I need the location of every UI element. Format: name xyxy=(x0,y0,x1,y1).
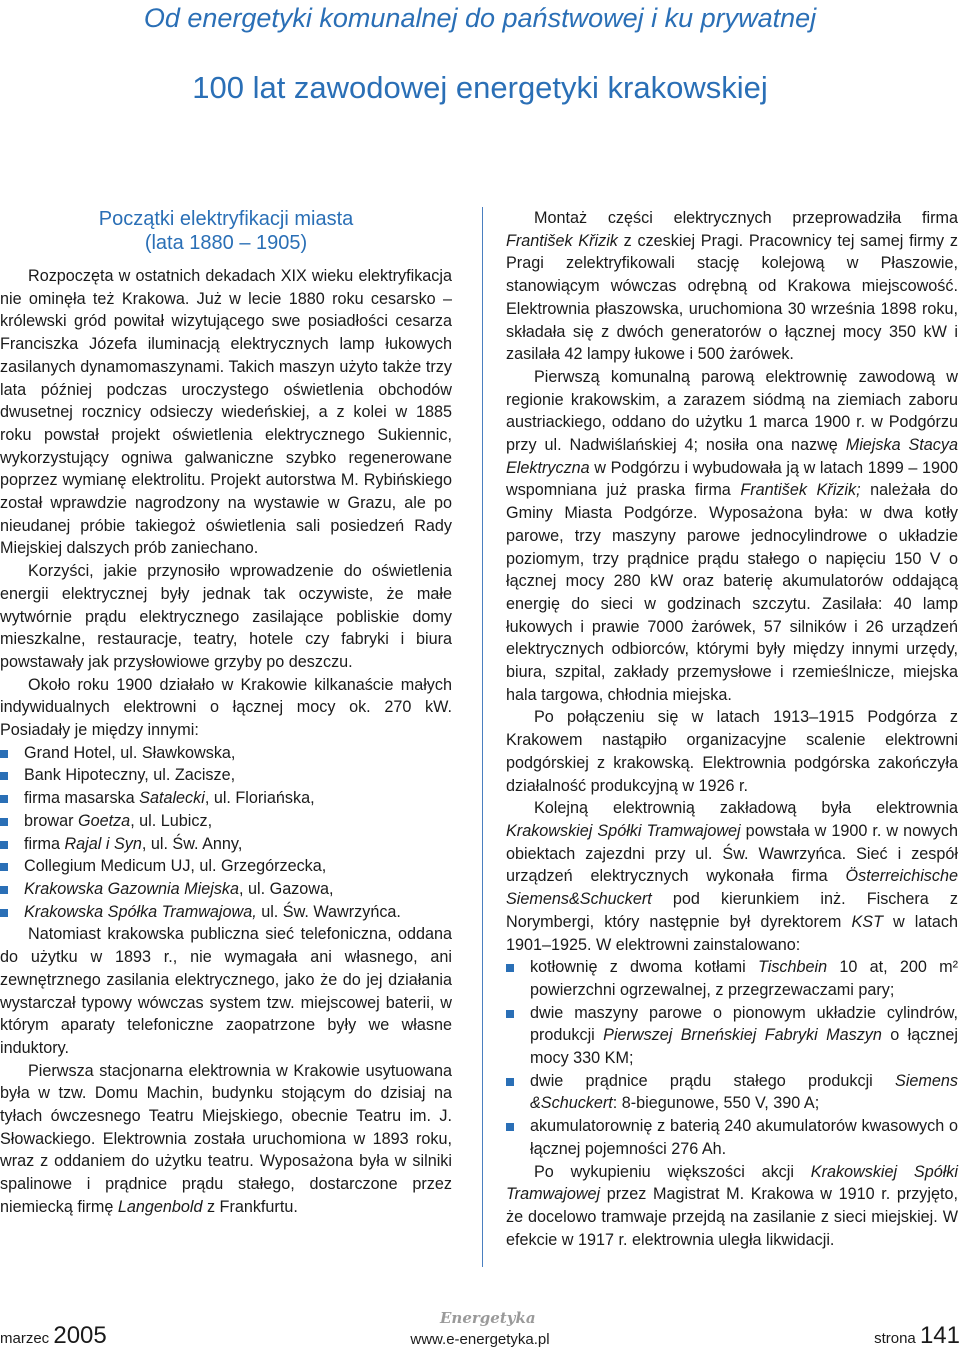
paragraph: Natomiast krakowska publiczna sieć telefoniczna, oddana do użytku w 1893 r., nie wymagała ani własnego, ani zewnętrznego zasilania elektrycznego, jako że do jej działania wystarczał typowy wówczas system tzw. miejscowej baterii, w którym aparaty telefoniczne zaopatrzone były we własne induktory. xyxy=(0,925,452,1057)
footer-url[interactable]: www.e-energetyka.pl xyxy=(410,1331,550,1348)
owners-list xyxy=(0,742,452,924)
section-title xyxy=(0,207,452,255)
list-item: dwie maszyny parowe o pionowym układzie cylindrów, produkcji Pierwszej Brneńskiej Fabryki Maszyn o łącznej mocy 330 KM; xyxy=(506,1002,958,1070)
bullet-icon xyxy=(0,909,8,917)
list-item: Krakowska Gazownia Miejska, ul. Gazowa, xyxy=(0,878,452,901)
bullet-icon xyxy=(506,1078,514,1086)
list-item: firma Rajal i Syn, ul. Św. Anny, xyxy=(0,833,452,856)
list-item: kotłownię z dwoma kotłami Tischbein 10 at, 200 m² powierzchni ogrzewalnej, z przegrzewaczami pary; xyxy=(506,956,958,1001)
list-item: Krakowska Spółka Tramwajowa, ul. Św. Wawrzyńca. xyxy=(0,901,452,924)
list-item: Bank Hipoteczny, ul. Zacisze, xyxy=(0,764,452,787)
paragraph: Montaż części elektrycznych przeprowadziła firma František Křizik z czeskiej Pragi. Pracownicy tej samej firmy z Pragi zelektryfikowali stację kolejową w Płaszowie, stanowiącym wówczas odrębną od Krakowa miejscowość. Elektrownia płaszowska, uruchomiona 30 września 1898 roku, składała się z dwóch generatorów o łącznej mocy 350 kW i zasilała 42 lampy łukowe i 500 żarówek. xyxy=(506,209,958,364)
paragraph: Kolejną elektrownią zakładową była elektrownia Krakowskiej Spółki Tramwajowej powstała w 1900 r. w nowych obiektach zajezdni przy ul. Św. Wawrzyńca. Sieć i zespół urządzeń elektrycznych wykonała firma Österreichische Siemens&Schuckert pod kierunkiem inż. Fischera z Norymbergi, który następnie był dyrektorem KST w latach 1901–1925. W elektrowni zainstalowano: xyxy=(506,799,958,954)
bullet-icon xyxy=(0,772,8,780)
bullet-icon xyxy=(0,886,8,894)
page-number: 141 xyxy=(919,1322,960,1349)
list-item: dwie prądnice prądu stałego produkcji Siemens &Schuckert: 8-biegunowe, 550 V, 390 A; xyxy=(506,1070,958,1115)
bullet-icon xyxy=(0,750,8,758)
installations-list xyxy=(506,956,958,1160)
bullet-icon xyxy=(0,795,8,803)
paragraph: Około roku 1900 działało w Krakowie kilkanaście małych indywidualnych elektrowni o łącznej mocy ok. 270 kW. Posiadały je między innymi: xyxy=(0,675,452,740)
bullet-icon xyxy=(506,1010,514,1018)
header-subtitle: 100 lat zawodowej energetyki krakowskiej xyxy=(192,70,768,105)
bullet-icon xyxy=(0,818,8,826)
paragraph: Pierwsza stacjonarna elektrownia w Krakowie usytuowana była w tzw. Domu Machin, budynku stojącym do dzisiaj na tyłach ówczesnego Teatru Miejskiego, obecnie Teatru im. J. Słowackiego. Elektrownia została uruchomiona w 1893 roku, wraz z oddaniem do użytku teatru. Wyposażona była w silniki spalinowe i prądnice prądu stałego, dostarczone przez niemiecką firmę Langenbold z Frankfurtu. xyxy=(0,1061,452,1216)
right-column xyxy=(506,207,958,1251)
footer-year: 2005 xyxy=(53,1322,107,1349)
section-title-line1: Początki elektryfikacji miasta xyxy=(98,208,354,230)
bullet-icon xyxy=(506,1123,514,1131)
energetyka-logo xyxy=(440,1306,536,1330)
paragraph: Korzyści, jakie przynosiło wprowadzenie do oświetlenia energii elektrycznej były jednak tak oczywiste, że małe wytwórnie prądu elektrycznego zasilające pobliskie domy mieszkalne, restauracje, teatry, hotele czy fabryki i biura powstawały jak przysłowiowe grzyby po deszczu. xyxy=(0,562,452,671)
list-item: Grand Hotel, ul. Sławkowska, xyxy=(0,742,452,765)
list-item: browar Goetza, ul. Lubicz, xyxy=(0,810,452,833)
left-column xyxy=(0,207,452,1219)
bullet-icon xyxy=(0,863,8,871)
section-title-line2: (lata 1880 – 1905) xyxy=(144,232,308,254)
list-item: firma masarska Satalecki, ul. Floriańska, xyxy=(0,787,452,810)
bullet-icon xyxy=(0,841,8,849)
paragraph: Rozpoczęta w ostatnich dekadach XIX wieku elektryfikacja nie ominęła też Krakowa. Już w lecie 1880 roku cesarsko – królewski gród powitał wizytującego swe posiadłości cesarza Franciszka Józefa iluminacją elektrycznych lamp łukowych zasilanych dynamomaszynami. Takich maszyn użyto także trzy lata później podczas uroczystego oświetlenia obchodów dwusetnej rocznicy odsieczy wiedeńskiej, a z kolei w 1885 roku powstał projekt oświetlenia elektrycznego Sukiennic, wykorzystujący ogniwa galwaniczne szybko regenerowane poprzez wymianę elektrolitu. Projekt autorstwa M. Rybińskiego został wprawdzie nagrodzony na wystawie w Grazu, ale po nieudanej próbie takiegoż oświetlenia sali posiedzeń Rady Miejskiej dalszych prób zaniechano. xyxy=(0,267,452,558)
footer-month: marzec xyxy=(0,1330,50,1347)
bullet-icon xyxy=(506,964,514,972)
logo-text: Energetyka xyxy=(440,1309,536,1327)
paragraph: Po wykupieniu większości akcji Krakowskiej Spółki Tramwajowej przez Magistrat M. Krakowa w 1910 r. przyjęto, że docelowo tramwaje przejdą na zasilanie z sieci miejskiej. W efekcie w 1917 r. elektrownia uległa likwidacji. xyxy=(506,1162,958,1249)
footer-page xyxy=(874,1322,960,1350)
paragraph: Pierwszą komunalną parową elektrownię zawodową w regionie krakowskim, a zarazem siódmą na ziemiach zaboru austriackiego, oddano do użytku 1 marca 1900 r. w Podgórzu przy ul. Nadwiślańskiej 4; nosiła ona nazwę Miejska Stacya Elektryczna w Podgórzu i wybudowała ją w latach 1899 – 1900 wspomniana już praska firma František Křizik; należała do Gminy Miasta Podgórze. Wyposażona była: w dwa kotły parowe, trzy maszyny parowe jednocylindrowe o układzie poziomym, trzy prądnice prądu stałego o napięciu 150 V o łącznej mocy 280 kW oraz baterię akumulatorów oddającą energię do sieci w godzinach szczytu. Zasilała: 40 lamp łukowych i prawie 7000 żarówek, 57 silników i 26 urządzeń elektrycznych odbiorców, którymi były między innymi urzędy, biura, szpital, zakłady przemysłowe i rzemieślnicze, miejska hala targowa, chłodnia miejska. xyxy=(506,367,958,704)
page-label: strona xyxy=(874,1330,916,1347)
list-item: Collegium Medicum UJ, ul. Grzegórzecka, xyxy=(0,855,452,878)
header-title: Od energetyki komunalnej do państwowej i ku prywatnej xyxy=(143,3,817,33)
paragraph: Po połączeniu się w latach 1913–1915 Podgórza z Krakowem nastąpiło organizacyjne scalenie elektrowni podgórskiej z krakowską. Elektrownia podgórska zakończyła działalność produkcyjną w 1926 r. xyxy=(506,708,958,795)
column-divider xyxy=(482,207,483,1267)
list-item: akumulatorownię z baterią 240 akumulatorów kwasowych o łącznej pojemności 276 Ah. xyxy=(506,1115,958,1160)
